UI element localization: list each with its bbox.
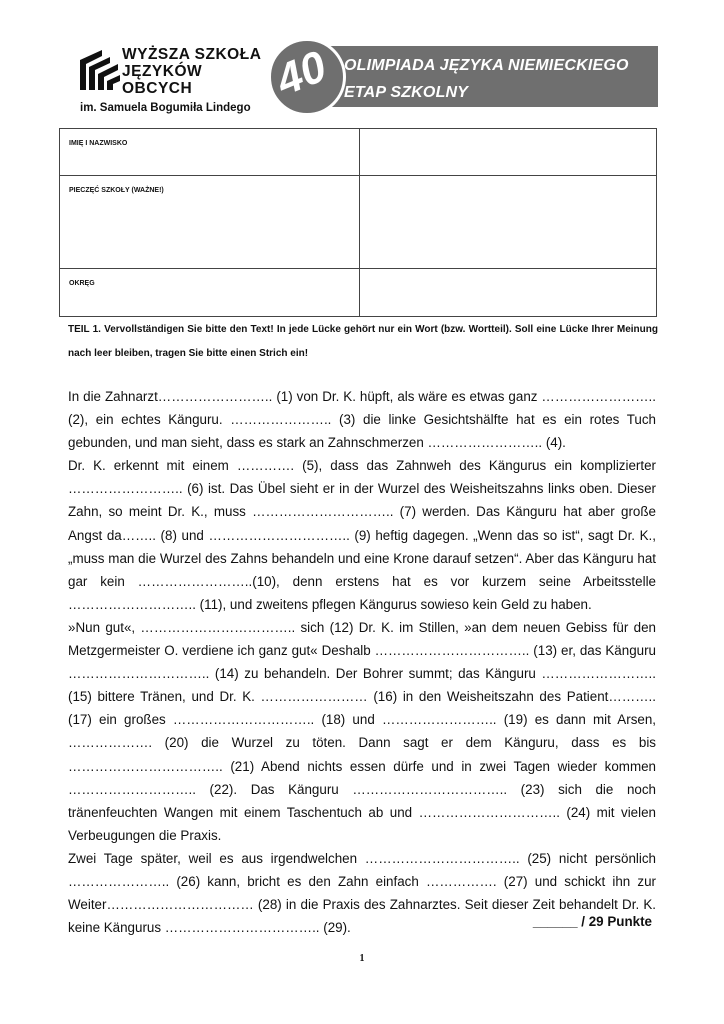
school-patron: im. Samuela Bogumiła Lindego xyxy=(80,102,251,114)
score-field: ______ / 29 Punkte xyxy=(532,914,652,929)
edition-number: 40 xyxy=(269,41,334,106)
school-name xyxy=(80,46,270,117)
text-paragraph: In die Zahnarzt…………………….. (1) von Dr. K. hüpft, als wäre es etwas ganz …………………….. (2), ein echtes Känguru. ………………….. (3) die linke Gesichtshälfte hat es ein rotes Tuch gebunden, und man sieht, dass es stark an Zahnschmerzen …………………….. (4). xyxy=(68,389,656,451)
text-paragraph: Zwei Tage später, weil es aus irgendwelchen …………………………….. (25) nicht persönlich ………………….. (26) kann, bricht es den Zahn einfach ……………. (27) und schickt ihn zur Weiter…………………………… (28) in die Praxis des Zahnarztes. Seit dieser Zeit behandelt Dr. K. keine Kängurus …………………………….. (29). xyxy=(68,850,656,936)
school-logo xyxy=(80,46,270,114)
name-field[interactable] xyxy=(360,129,657,176)
olympiad-title-line2: ETAP SZKOLNY xyxy=(344,84,469,101)
cloze-text xyxy=(68,385,656,939)
school-stamp-field[interactable] xyxy=(360,176,657,269)
school-name-line2: JĘZYKÓW OBCYCH xyxy=(122,63,203,97)
district-label: OKRĘG xyxy=(60,269,360,317)
school-stamp-label: PIECZĘĆ SZKOŁY (WAŻNE!) xyxy=(60,176,360,269)
name-label: IMIĘ I NAZWISKO xyxy=(60,129,360,176)
olympiad-title-line1: OLIMPIADA JĘZYKA NIEMIECKIEGO xyxy=(344,57,629,74)
page-number: 1 xyxy=(359,953,365,964)
district-field[interactable] xyxy=(360,269,657,317)
text-paragraph: »Nun gut«, …………………………….. sich (12) Dr. K. im Stillen, »an dem neuen Gebiss für den Metzgermeister O. verdiene ich ganz gut« Deshalb …………………………….. (13) er, das Känguru ………………………….. (14) zu behandeln. Der Bohrer summt; das Känguru …………………….. (15) bittere Tränen, und Dr. K. …………………… (16) in den Weisheitszahn des Patient……….. (17) ein großes ………………………….. (18) und …………………….. (19) es dann mit Arsen, ………………. (20) die Wurzel zu töten. Dann sagt er dem Känguru, dass es bis …………………………….. (21) Abend nichts essen dürfe und in zwei Tagen wieder kommen ……………………….. (22). Das Känguru …………………………….. (23) sich die noch tränenfeuchten Wangen mit einem Taschentuch ab und ………………………….. (24) mit vielen Verbeugungen die Praxis. xyxy=(68,619,656,843)
school-emblem-icon xyxy=(80,50,120,90)
text-paragraph: Dr. K. erkennt mit einem …………. (5), dass das Zahnweh des Kängurus ein komplizierter …………………….. (6) ist. Das Übel sieht er in der Wurzel des Weisheitszahns links oben. Dieser Zahn, so meint Dr. K., muss ………………………….. (7) werden. Das Känguru hat aber große Angst da…….. (8) und ………………………….. (9) heftig dagegen. „Wenn das so ist“, sagt Dr. K., „muss man die Wurzel des Zahns behandeln und eine Krone darauf setzen“. Aber das Känguru hat gar kein ……………………..(10), denn erstens hat es vor kurzem seine Arbeitsstelle ……………………….. (11), und zweitens pflegen Kängurus sowieso kein Geld zu haben. xyxy=(68,458,656,612)
participant-form xyxy=(59,128,657,317)
olympiad-title xyxy=(344,52,629,106)
school-name-line1: WYŻSZA SZKOŁA xyxy=(122,46,262,63)
edition-badge xyxy=(268,38,346,116)
task-instruction: TEIL 1. Vervollständigen Sie bitte den Text! In jede Lücke gehört nur ein Wort (bzw. Wortteil). Soll eine Lücke Ihrer Meinung nach leer bleiben, tragen Sie bitte einen Strich ein! xyxy=(68,324,658,359)
